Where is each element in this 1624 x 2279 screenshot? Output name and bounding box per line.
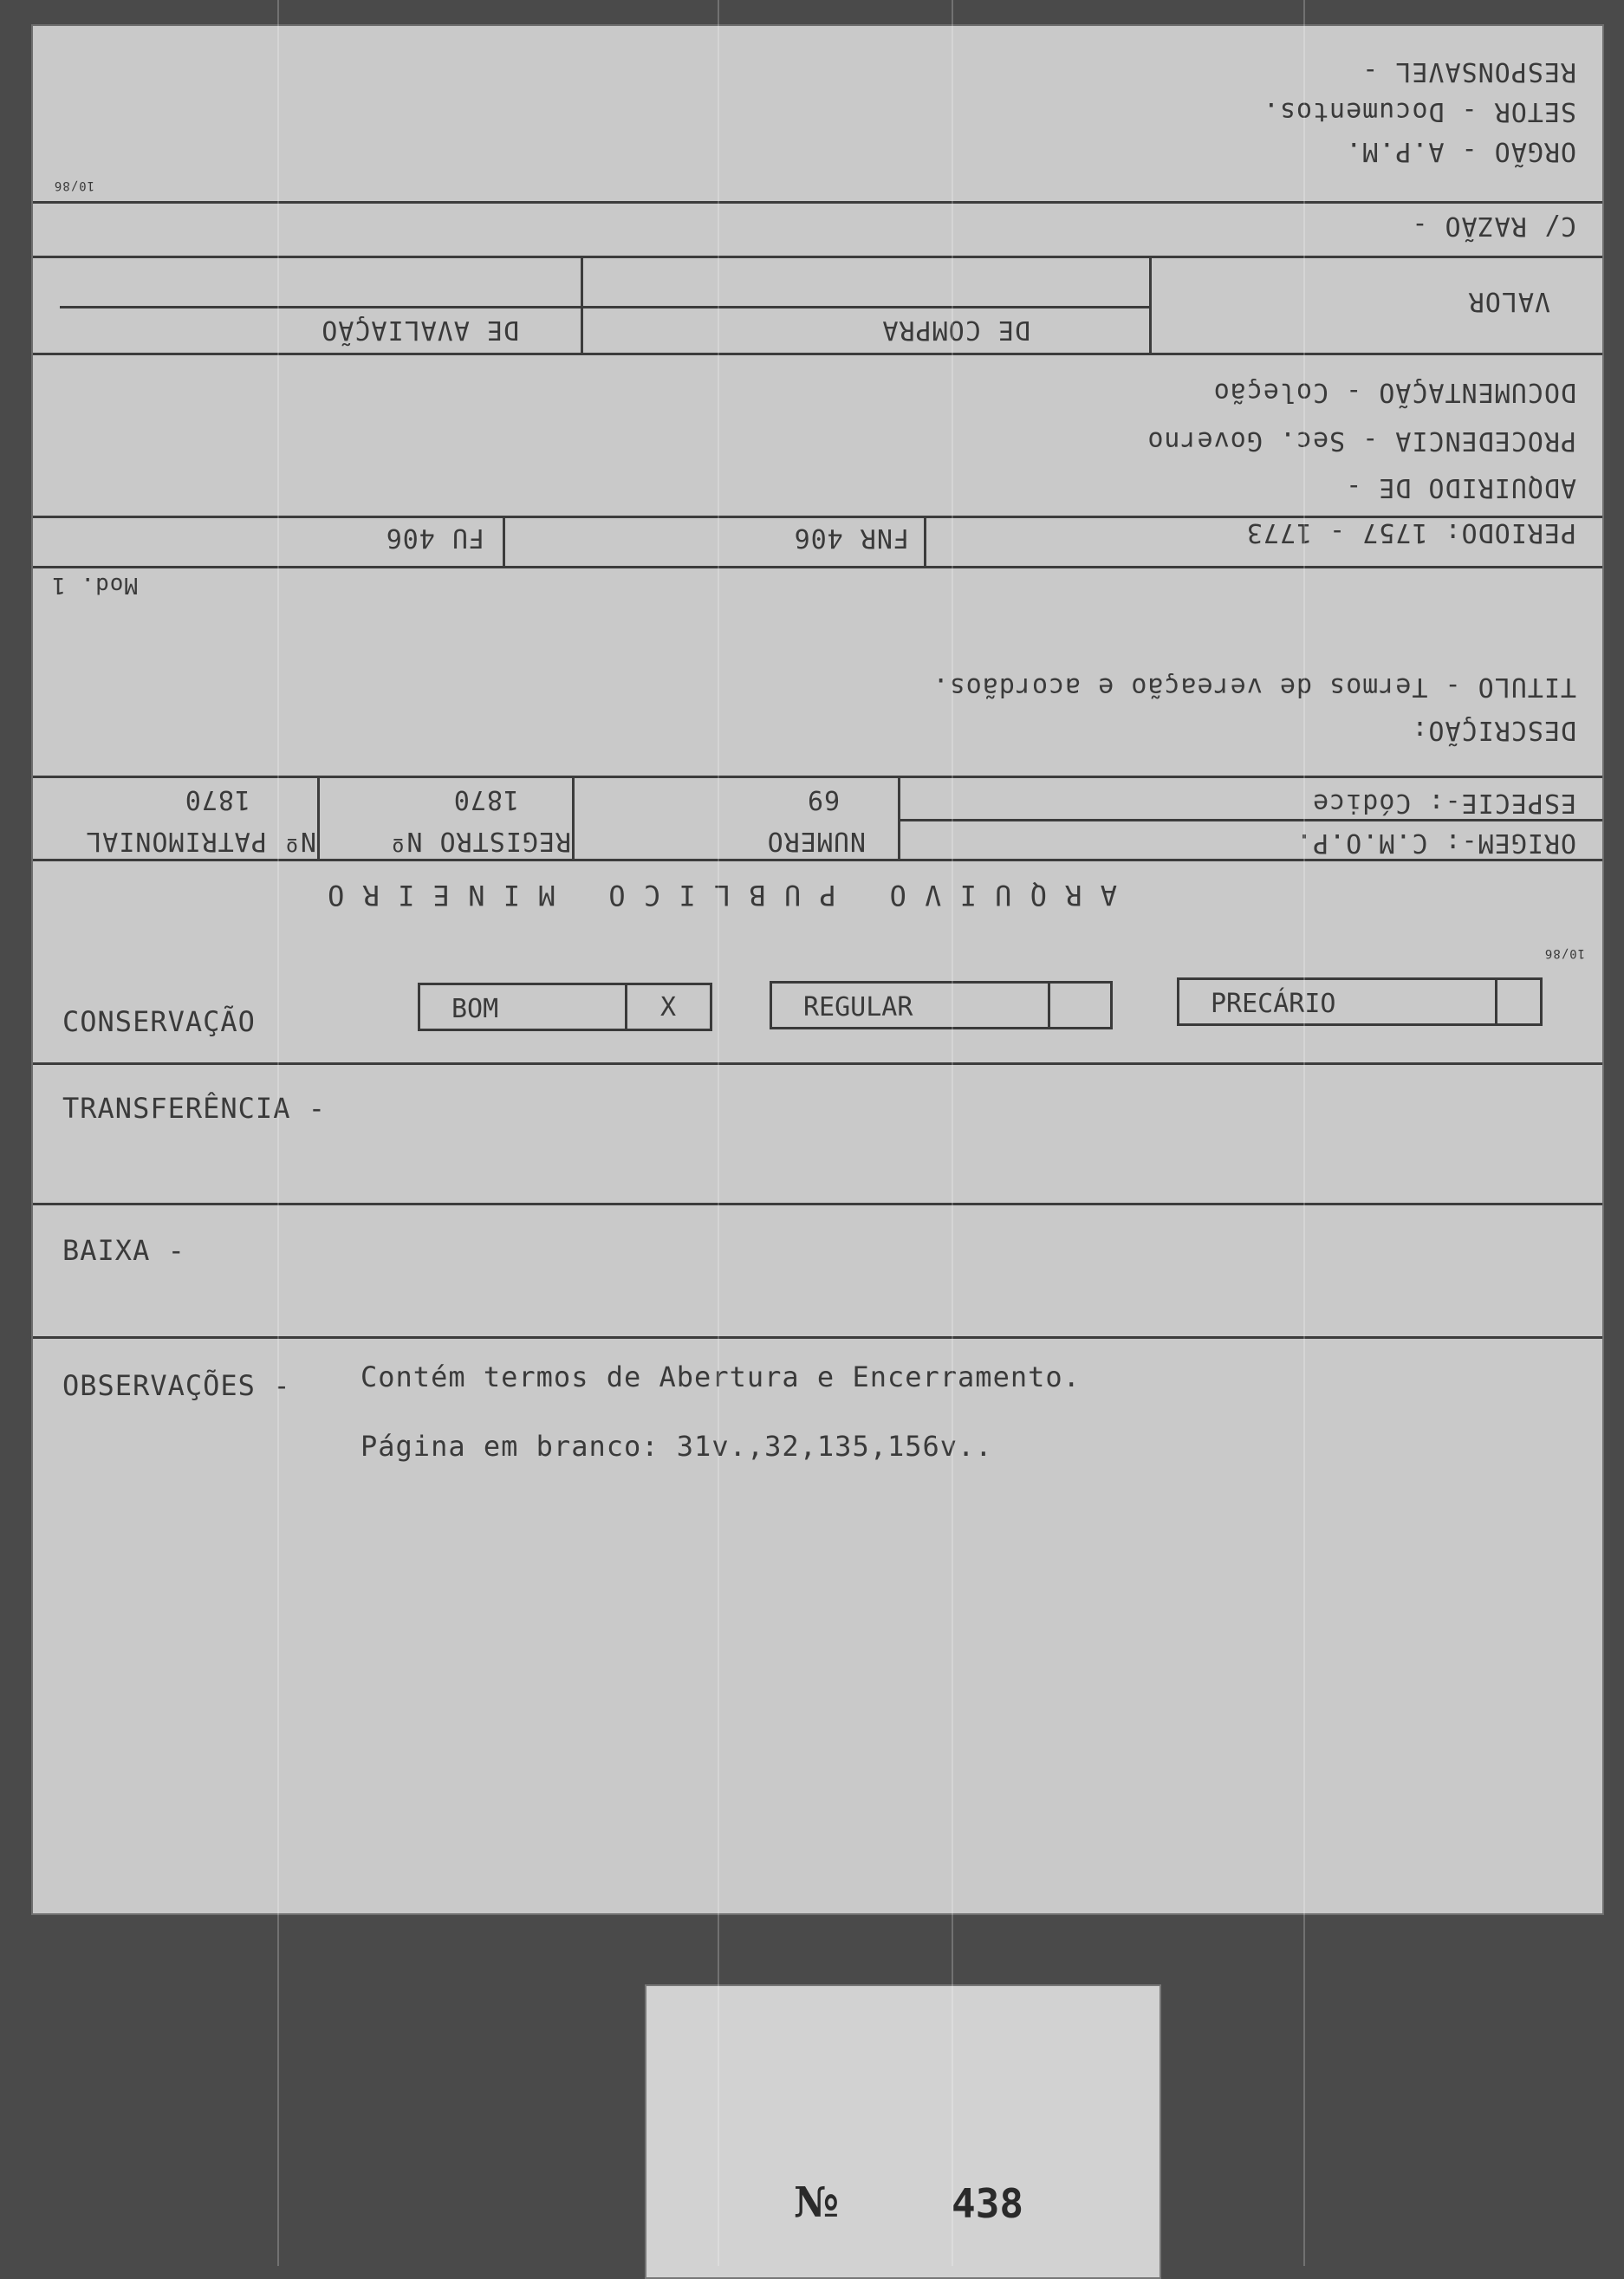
registro-divider bbox=[572, 776, 575, 860]
de-avaliacao-label: DE AVALIAÇÃO bbox=[321, 315, 519, 345]
scan-stripe bbox=[1303, 0, 1305, 2266]
small-code-2: 10/86 bbox=[53, 179, 94, 192]
rule-baixa bbox=[33, 1203, 1602, 1205]
rule-origem bbox=[900, 819, 1602, 821]
titulo-label: TITULO - Termos de vereação e acordãos. bbox=[932, 672, 1576, 702]
regular-checkbox-group bbox=[770, 981, 1113, 1029]
bom-label: BOM bbox=[451, 994, 499, 1024]
descricao-label: DESCRIÇÃO: bbox=[1411, 715, 1576, 745]
rule-transferencia bbox=[33, 1062, 1602, 1065]
conservacao-label: CONSERVAÇÃO bbox=[62, 1005, 256, 1038]
compra-divider bbox=[581, 256, 583, 354]
scan-stripe bbox=[718, 0, 719, 2266]
fnr-label: FNR 406 bbox=[793, 523, 909, 553]
obs-line-1: Contém termos de Abertura e Encerramento. bbox=[361, 1360, 1081, 1393]
regular-label: REGULAR bbox=[803, 992, 913, 1023]
numero-value: 69 bbox=[806, 784, 840, 815]
rule-especie bbox=[33, 776, 1602, 778]
razao-label: C/ RAZÃO - bbox=[1411, 211, 1576, 241]
number-symbol: № bbox=[794, 2178, 840, 2227]
rule-documentacao bbox=[33, 353, 1602, 355]
rule-observacoes bbox=[33, 1336, 1602, 1339]
baixa-label: BAIXA - bbox=[62, 1234, 185, 1267]
number-tab bbox=[645, 1984, 1161, 2279]
fnr-divider bbox=[503, 516, 505, 568]
de-compra-label: DE COMPRA bbox=[881, 315, 1030, 345]
inverted-header-section bbox=[33, 26, 1602, 962]
orgao-label: ORGÃO - A.P.M. bbox=[1345, 136, 1576, 166]
bom-mark: X bbox=[660, 992, 677, 1023]
tab-number: 438 bbox=[952, 2180, 1024, 2227]
documentacao-label: DOCUMENTAÇÃO - Coleção bbox=[1212, 377, 1576, 407]
registro-value: 1870 bbox=[452, 784, 519, 815]
numero-divider bbox=[898, 776, 900, 860]
precario-checkbox-group bbox=[1177, 977, 1543, 1026]
registro-label: REGISTRO Nº bbox=[389, 826, 571, 856]
patrimonial-divider bbox=[317, 776, 320, 860]
rule-mod bbox=[33, 566, 1602, 568]
precario-checkbox[interactable] bbox=[1495, 980, 1545, 1023]
precario-label: PRECÁRIO bbox=[1211, 989, 1336, 1019]
patrimonial-label: Nº PATRIMONIAL bbox=[85, 826, 316, 856]
setor-label: SETOR - Documentos. bbox=[1262, 96, 1576, 127]
bom-checkbox-group bbox=[418, 983, 712, 1031]
obs-line-2: Página em branco: 31v.,32,135,156v.. bbox=[361, 1430, 993, 1463]
patrimonial-value: 1870 bbox=[184, 784, 250, 815]
scan-stripe bbox=[277, 0, 279, 2266]
rule-valor bbox=[33, 256, 1602, 258]
procedencia-label: PROCEDENCIA - Sec. Governo bbox=[1147, 425, 1576, 456]
mod-label: Mod. 1 bbox=[51, 572, 138, 598]
transferencia-label: TRANSFERÊNCIA - bbox=[62, 1092, 326, 1125]
scan-stripe bbox=[952, 0, 953, 2266]
bom-checkbox[interactable] bbox=[625, 985, 715, 1029]
observacoes-label: OBSERVAÇÕES - bbox=[62, 1369, 291, 1402]
valor-label: VALOR bbox=[1467, 286, 1550, 316]
catalog-card bbox=[31, 24, 1604, 1915]
rule-archive bbox=[33, 859, 1602, 861]
especie-label: ESPECIE-: Códice bbox=[1312, 788, 1576, 818]
rule-razao bbox=[33, 201, 1602, 204]
small-code: 10/86 bbox=[1543, 946, 1585, 960]
adquirido-label: ADQUIRIDO DE - bbox=[1345, 472, 1576, 503]
fu-label: FU 406 bbox=[385, 523, 484, 553]
archive-name: A R Q U I V O P U B L I C O M I N E I R O bbox=[327, 879, 1117, 912]
periodo-divider bbox=[924, 516, 926, 568]
periodo-label: PERIODO: 1757 - 1773 bbox=[1245, 517, 1576, 548]
responsavel-label: RESPONSAVEL - bbox=[1361, 56, 1576, 87]
valor-divider bbox=[1149, 256, 1152, 354]
regular-checkbox[interactable] bbox=[1048, 984, 1115, 1027]
origem-label: ORIGEM-: C.M.O.P. bbox=[1295, 828, 1576, 858]
numero-label: NUMERO bbox=[766, 826, 866, 856]
rule-compra bbox=[60, 306, 1152, 308]
